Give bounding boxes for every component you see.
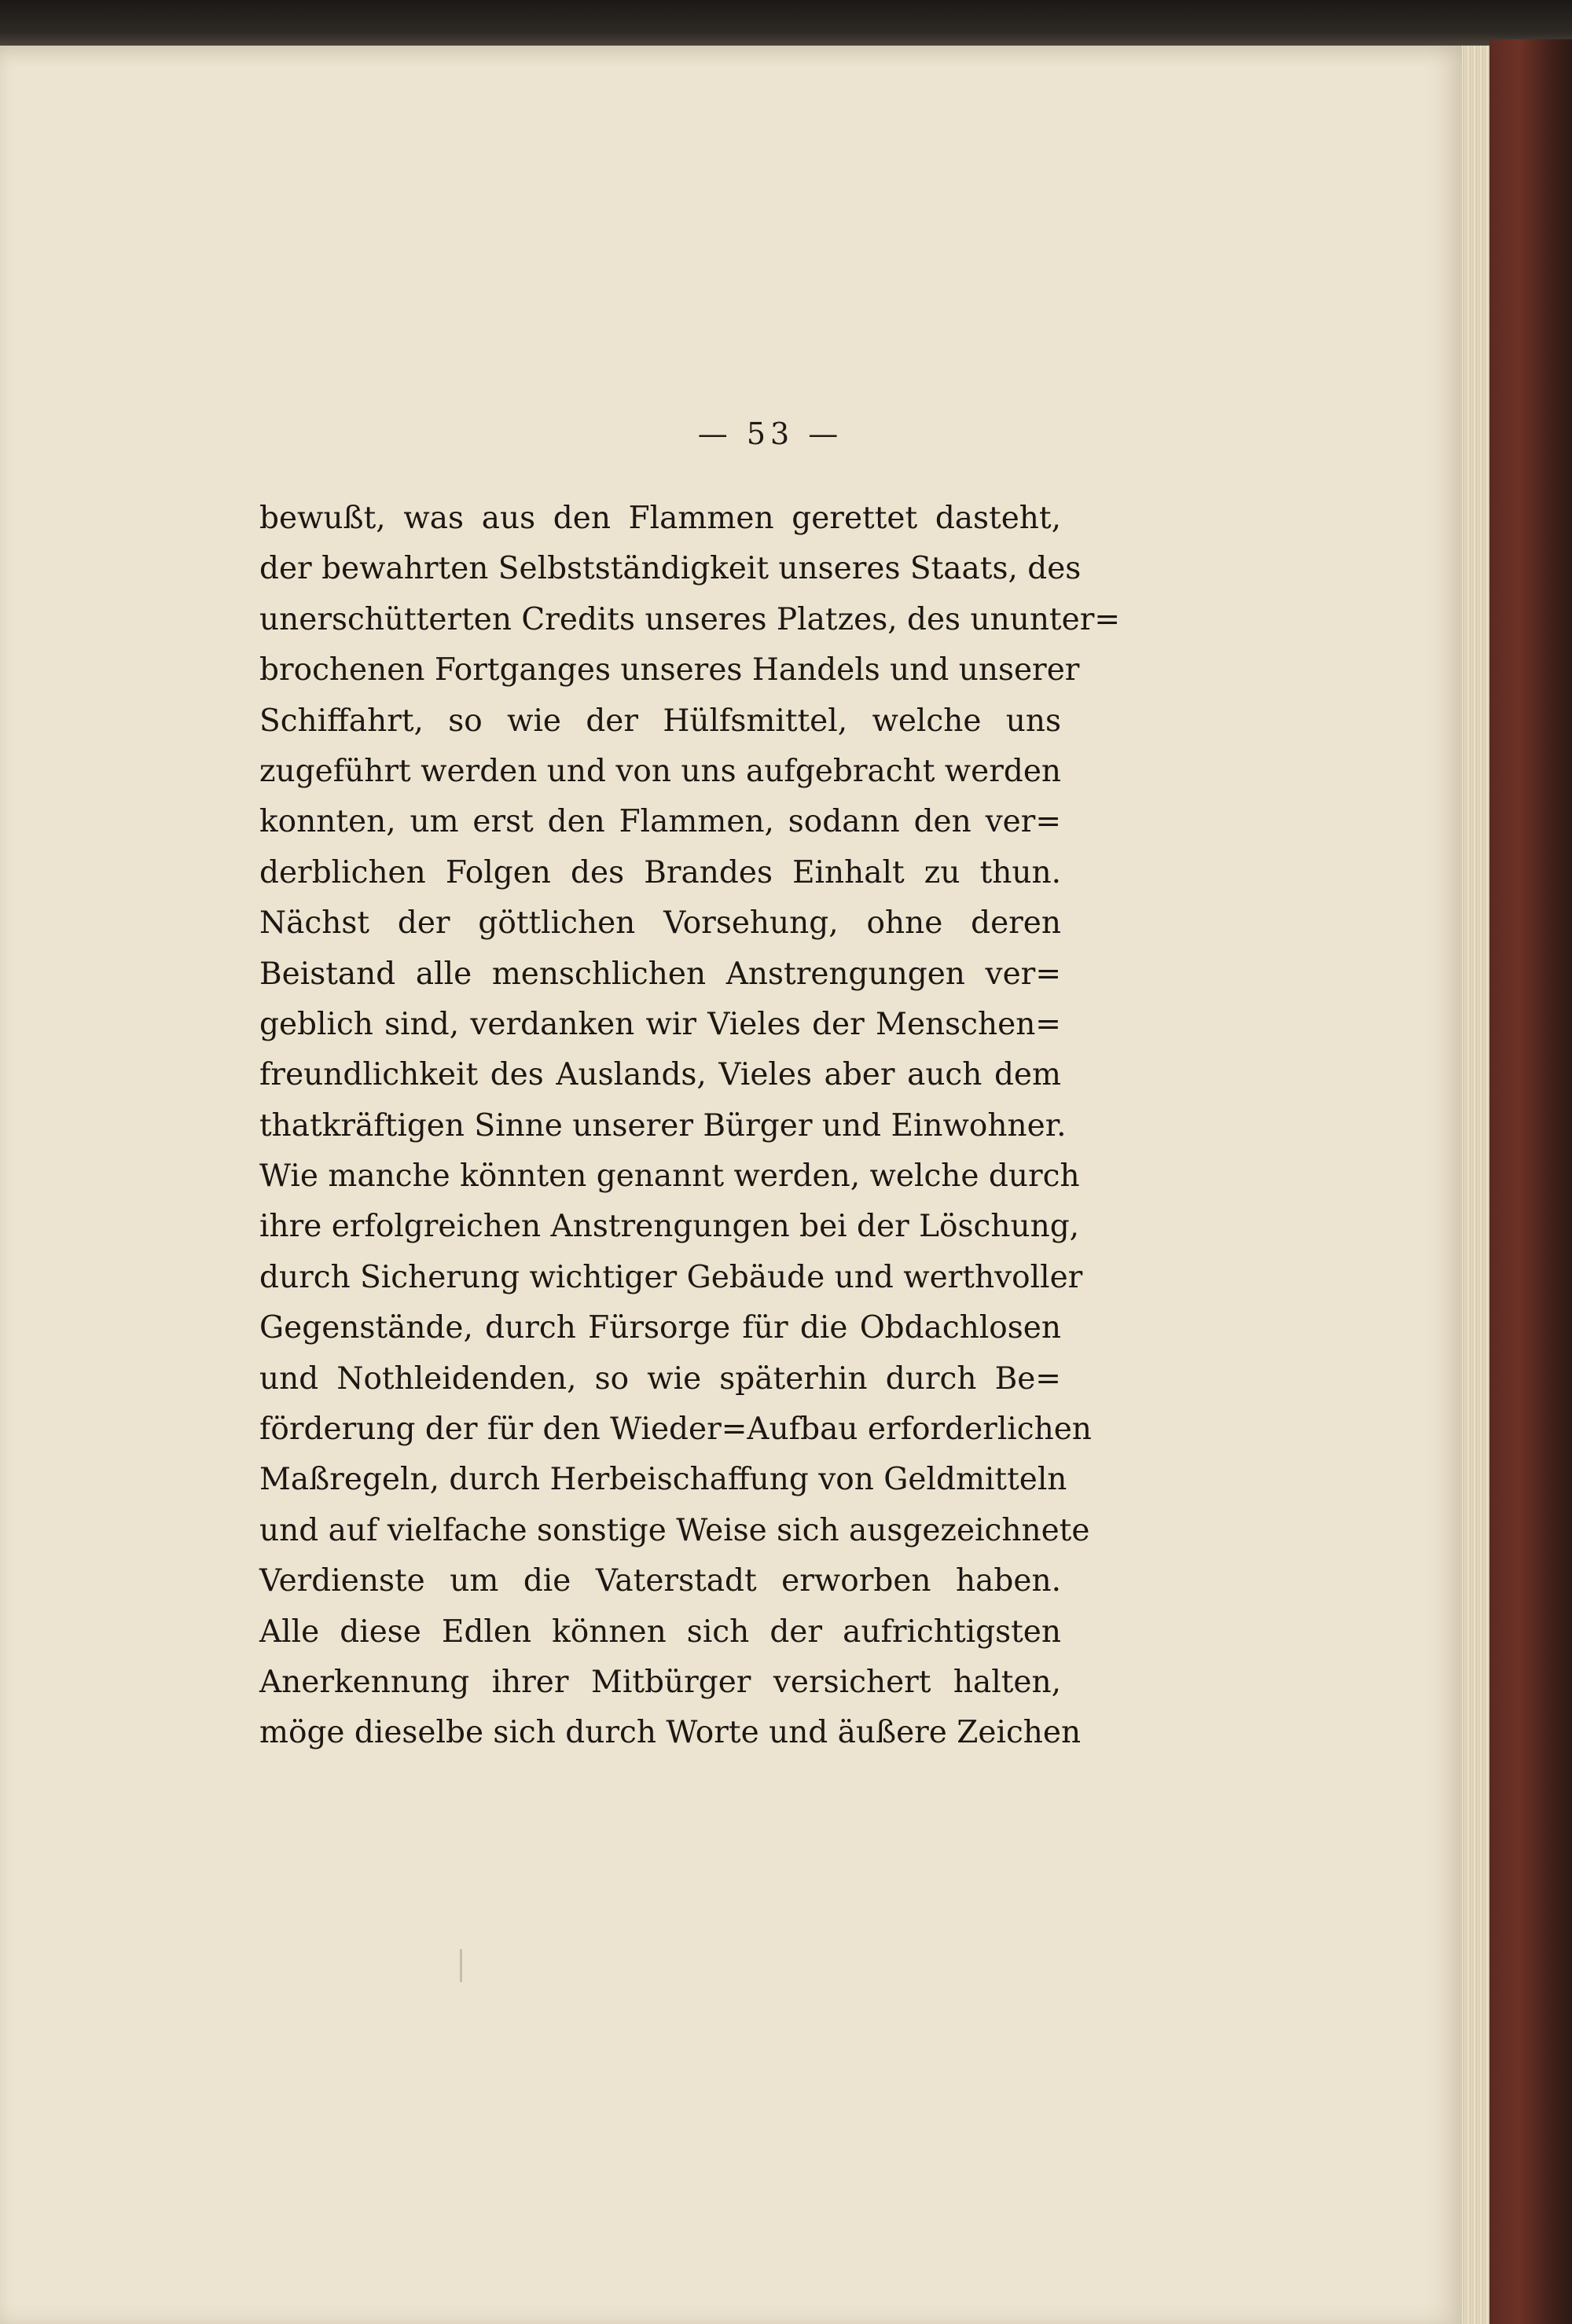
text-line: Alle diese Edlen können sich der aufrichtigsten xyxy=(259,1614,1061,1650)
text-line: derblichen Folgen des Brandes Einhalt zu thun. xyxy=(259,854,1061,890)
text-line: möge dieselbe sich durch Worte und äußere Zeichen xyxy=(259,1715,1082,1751)
text-line: der bewahrten Selbstständigkeit unseres Staats, des xyxy=(259,551,1082,587)
text-line: brochenen Fortganges unseres Handels und unserer xyxy=(259,652,1080,688)
text-line: Anerkennung ihrer Mitbürger versichert halten, xyxy=(259,1664,1061,1700)
text-line: unerschütterten Credits unseres Platzes, des ununter= xyxy=(259,601,1121,637)
paper-mark xyxy=(460,1949,462,1982)
text-line: bewußt, was aus den Flammen gerettet dasteht, xyxy=(259,501,1061,536)
page-number: — 53 — xyxy=(697,417,843,451)
text-line: konnten, um erst den Flammen, sodann den ver= xyxy=(259,804,1061,840)
text-line: und auf vielfache sonstige Weise sich ausgezeichnete xyxy=(259,1512,1090,1548)
text-line: thatkräftigen Sinne unserer Bürger und Einwohner. xyxy=(259,1107,1067,1144)
text-line: Maßregeln, durch Herbeischaffung von Geldmitteln xyxy=(259,1462,1067,1498)
text-line: Schiffahrt, so wie der Hülfsmittel, welche uns xyxy=(259,703,1061,739)
text-line: und Nothleidenden, so wie späterhin durch Be= xyxy=(259,1360,1061,1397)
text-line: Verdienste um die Vaterstadt erworben haben. xyxy=(259,1563,1061,1599)
text-line: Gegenstände, durch Fürsorge für die Obdachlosen xyxy=(259,1310,1061,1346)
text-line: Wie manche könnten genannt werden, welche durch xyxy=(259,1158,1080,1195)
text-line: Nächst der göttlichen Vorsehung, ohne deren xyxy=(259,905,1061,942)
book-cover-edge xyxy=(1489,39,1572,2324)
text-line: Beistand alle menschlichen Anstrengungen ver= xyxy=(259,956,1061,992)
text-line: förderung der für den Wieder=Aufbau erforderlichen xyxy=(259,1412,1092,1448)
text-line: geblich sind, verdanken wir Vieles der Menschen= xyxy=(259,1006,1061,1042)
text-line: zugeführt werden und von uns aufgebracht werden xyxy=(259,753,1062,789)
text-line: durch Sicherung wichtiger Gebäude und werthvoller xyxy=(259,1259,1083,1295)
scan-background-top xyxy=(0,0,1572,46)
text-line: ihre erfolgreichen Anstrengungen bei der Löschung, xyxy=(259,1209,1080,1245)
text-line: freundlichkeit des Auslands, Vieles aber auch dem xyxy=(259,1057,1061,1093)
body-text xyxy=(259,494,1121,1759)
